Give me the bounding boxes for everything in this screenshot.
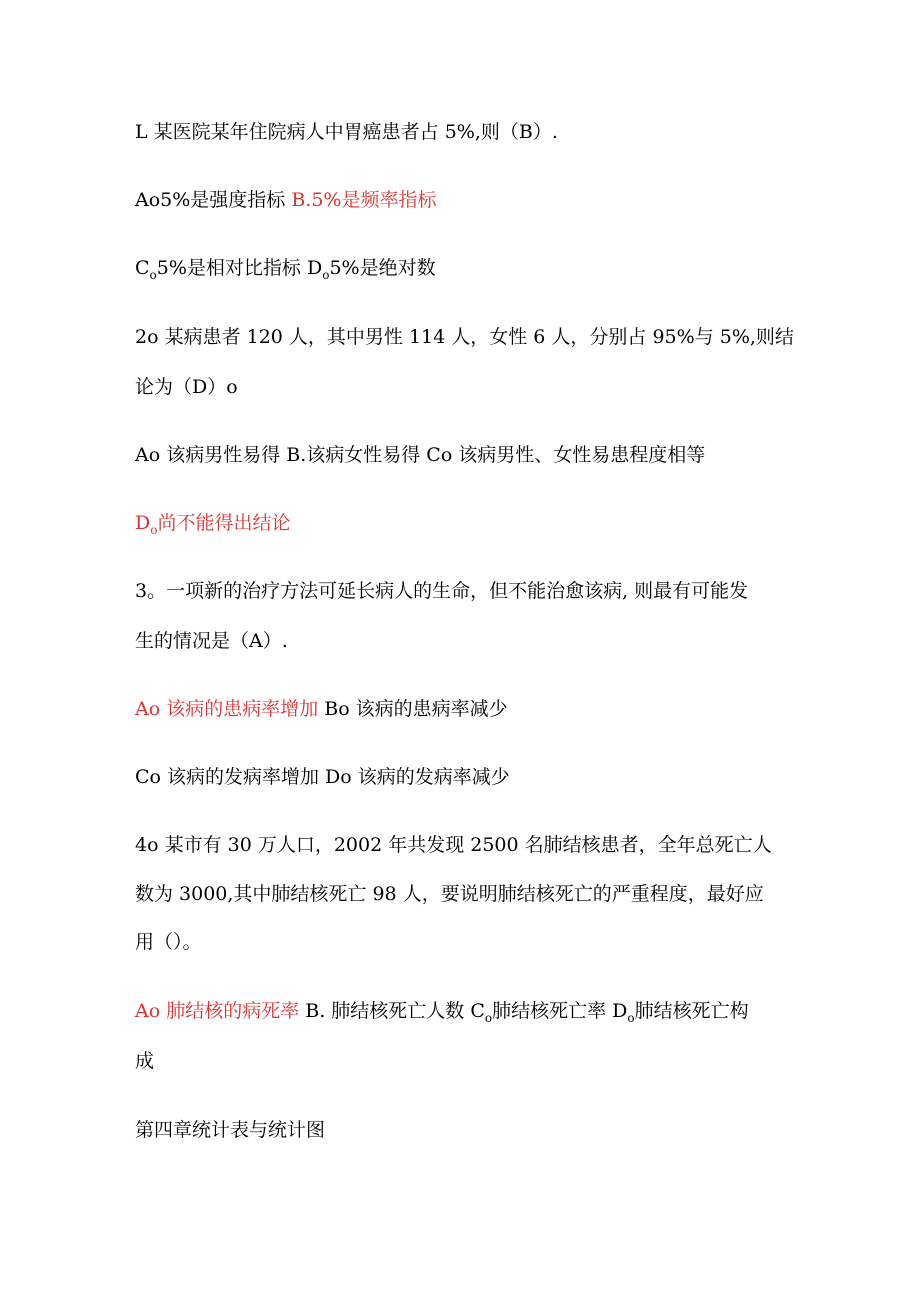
q4-stem-line1: 4o 某市有 30 万人口，2002 年共发现 2500 名肺结核患者，全年总死亡人 bbox=[135, 834, 772, 856]
q2-option-d-answer bbox=[135, 511, 290, 537]
q1-option-d-letter: D bbox=[306, 257, 323, 279]
q4-option-c-letter: C bbox=[470, 1000, 485, 1022]
q2-stem-line2: 论为（D）o bbox=[135, 376, 238, 398]
q1-option-d-text: 5%是绝对数 bbox=[329, 257, 436, 279]
q1-stem: L 某医院某年住院病人中胃癌患者占 5%,则（B）. bbox=[135, 121, 558, 143]
q1-options-cd bbox=[135, 256, 436, 282]
q1-options-ab bbox=[135, 188, 437, 212]
q1-option-c-text: 5%是相对比指标 bbox=[156, 257, 307, 279]
q4-option-c-text: 肺结核死亡率 bbox=[492, 1000, 613, 1022]
chapter-heading: 第四章统计表与统计图 bbox=[135, 1119, 326, 1141]
q1-option-a: Ao5%是强度指标 bbox=[135, 189, 292, 211]
q4-option-d-wrap: 成 bbox=[135, 1050, 155, 1072]
q2-options-abc: Ao 该病男性易得 B.该病女性易得 Co 该病男性、女性易患程度相等 bbox=[135, 444, 706, 466]
q4-option-b: B. 肺结核死亡人数 bbox=[299, 1000, 471, 1022]
q4-option-c-sub: o bbox=[484, 1011, 493, 1025]
q4-option-a-answer: Ao 肺结核的病死率 bbox=[135, 1000, 300, 1022]
q1-option-c-letter: C bbox=[135, 257, 150, 279]
q4-option-d-sub: o bbox=[627, 1011, 635, 1025]
q3-options-ab bbox=[135, 697, 508, 721]
q4-stem-line2: 数为 3000,其中肺结核死亡 98 人，要说明肺结核死亡的严重程度，最好应 bbox=[135, 883, 764, 905]
q3-option-b: Bo 该病的患病率减少 bbox=[318, 698, 508, 720]
q3-stem-line2: 生的情况是（A）. bbox=[135, 630, 288, 652]
q4-option-d-letter: D bbox=[612, 1000, 628, 1022]
q3-option-a-answer: Ao 该病的患病率增加 bbox=[135, 698, 319, 720]
q2-stem-line1: 2o 某病患者 120 人，其中男性 114 人，女性 6 人，分别占 95%与 5%,则结 bbox=[135, 326, 794, 348]
q4-options bbox=[135, 999, 749, 1025]
q1-option-b-answer: B.5%是频率指标 bbox=[291, 189, 437, 211]
q4-option-d-text: 肺结核死亡构 bbox=[634, 1000, 749, 1022]
q1-option-c-sub: o bbox=[149, 268, 157, 282]
q3-stem-line1: 3。一项新的治疗方法可延长病人的生命，但不能治愈该病, 则最有可能发 bbox=[135, 580, 749, 602]
q2-option-d-sub: o bbox=[150, 523, 158, 537]
q4-stem-line3: 用（）。 bbox=[135, 931, 202, 953]
q3-options-cd: Co 该病的发病率增加 Do 该病的发病率减少 bbox=[135, 766, 510, 788]
q2-option-d-letter: D bbox=[135, 512, 151, 534]
q2-option-d-text: 尚不能得出结论 bbox=[157, 512, 291, 534]
q1-option-d-sub: o bbox=[322, 268, 330, 282]
